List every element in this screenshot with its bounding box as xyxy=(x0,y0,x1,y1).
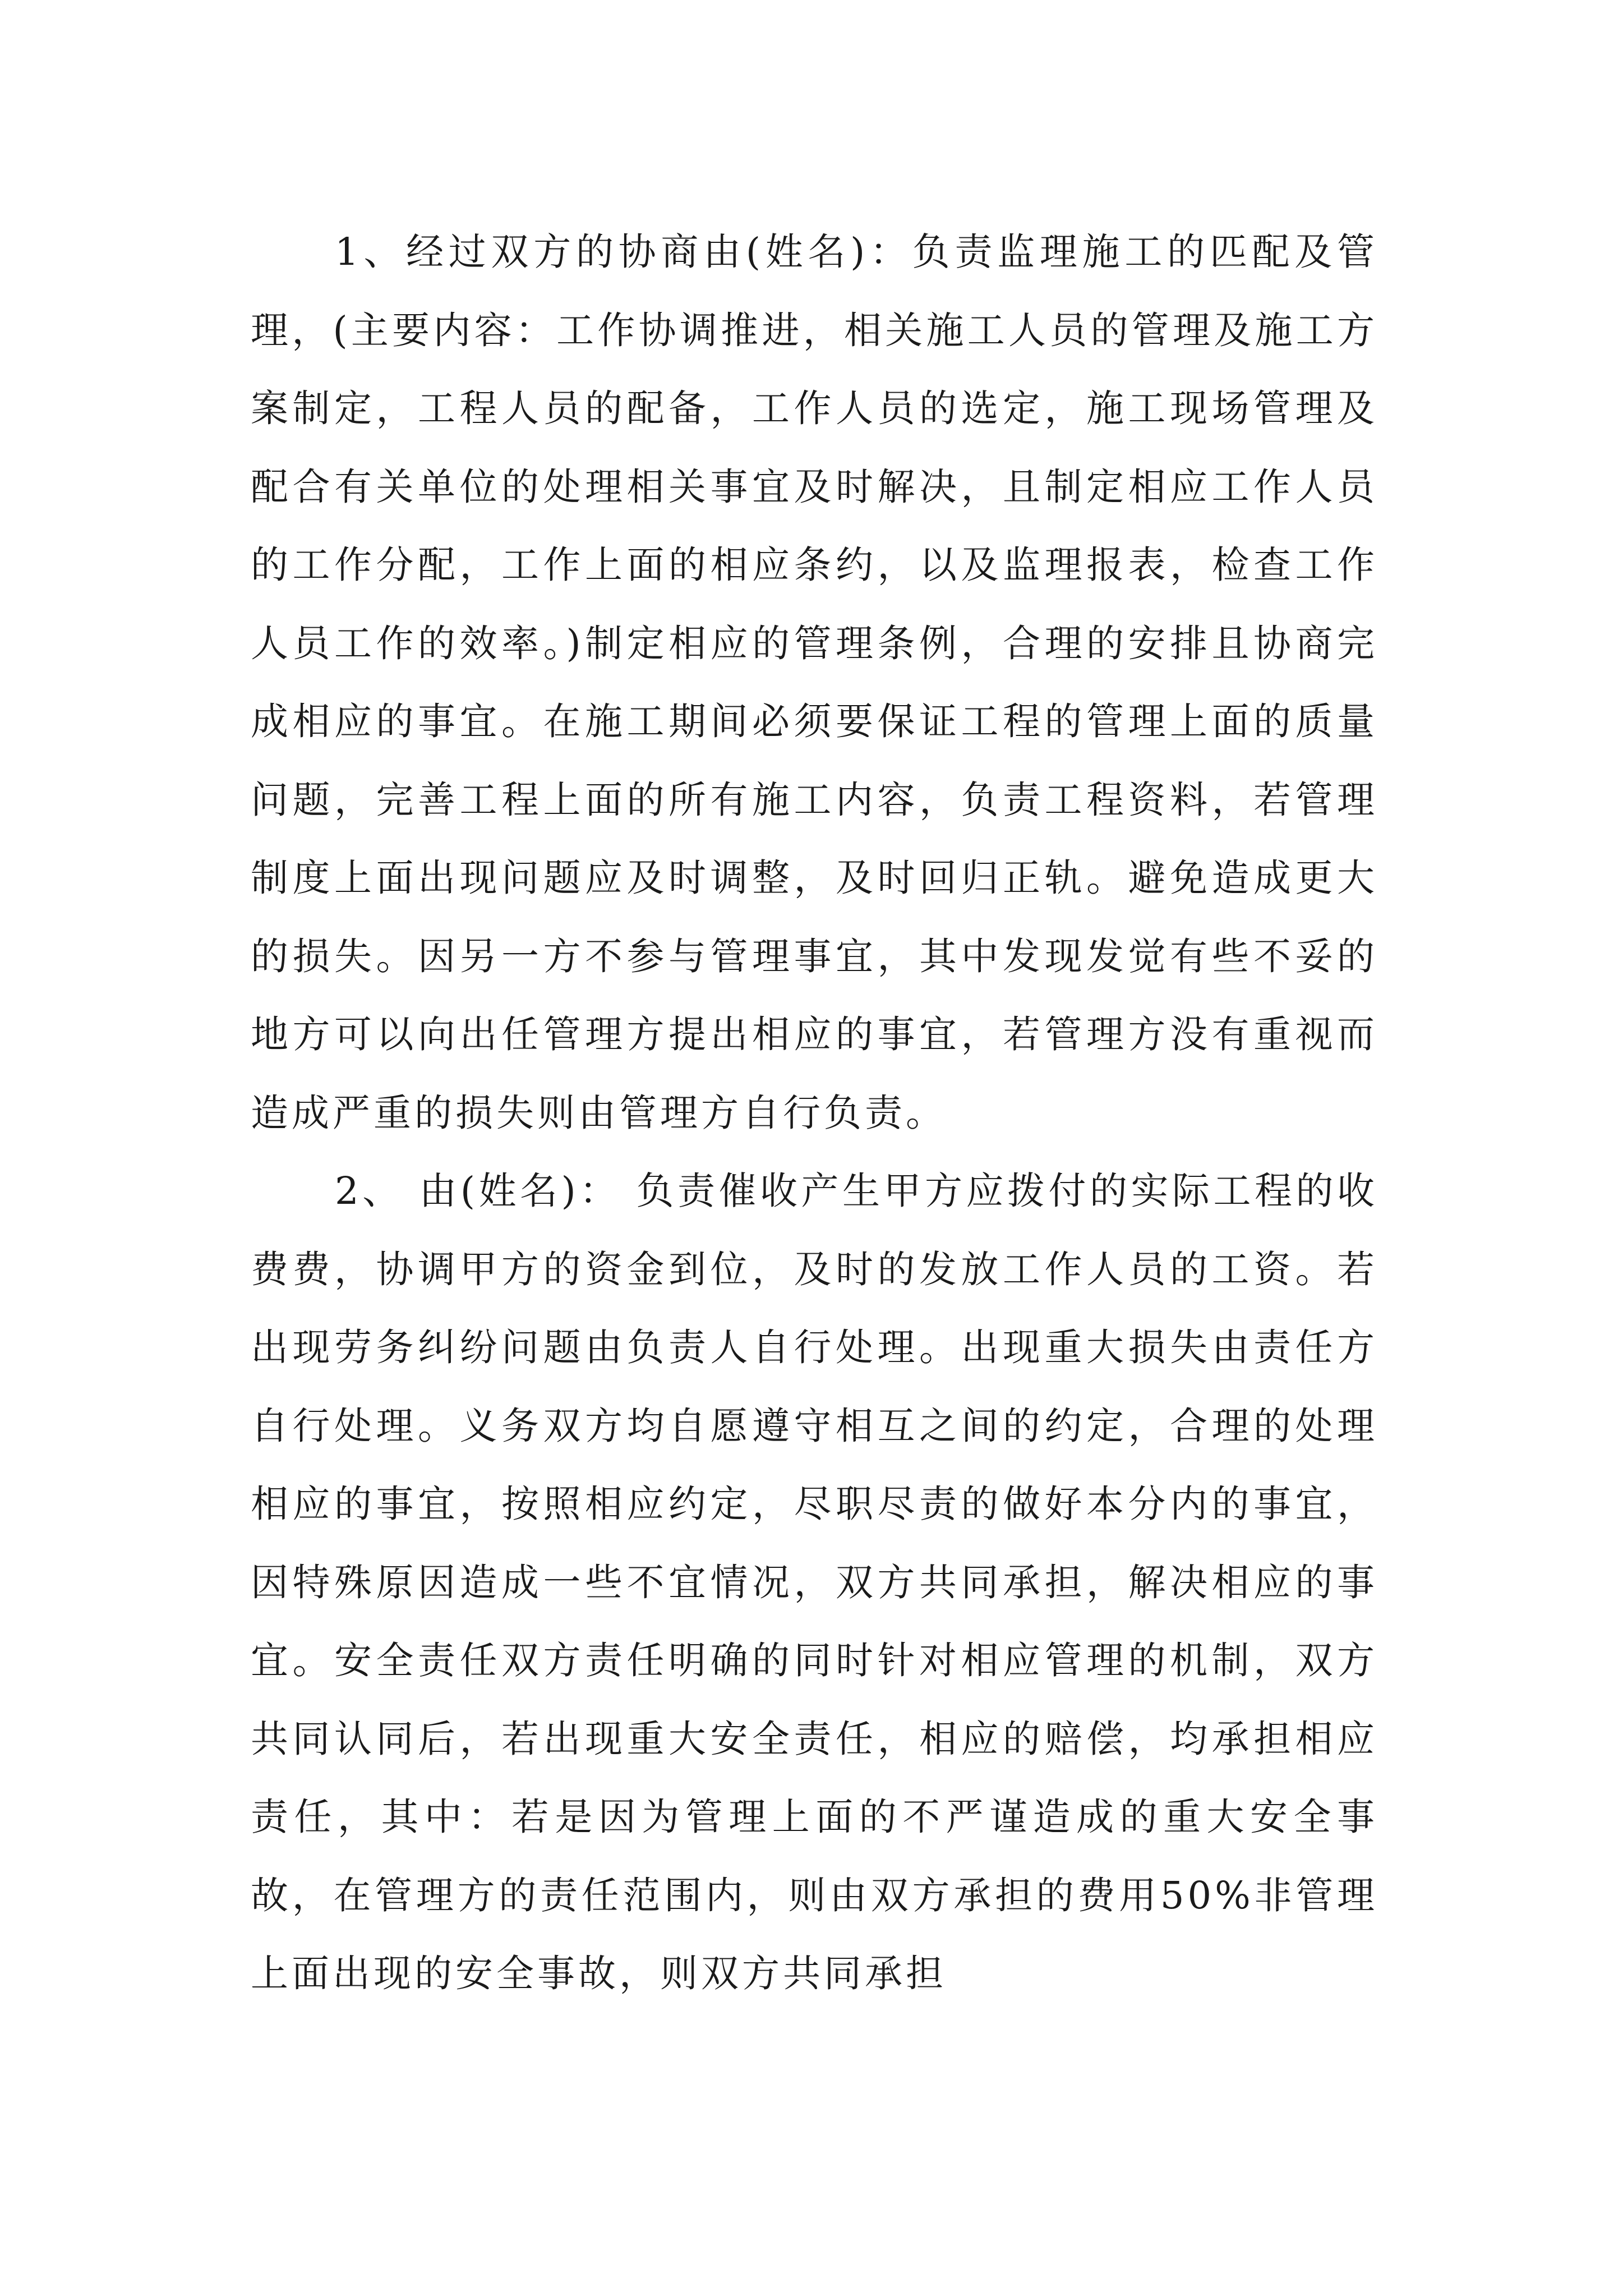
paragraph-2: 2、 由(姓名)： 负责催收产生甲方应拨付的实际工程的收费费，协调甲方的资金到位，及时的发放工作人员的工资。若出现劳务纠纷问题由负责人自行处理。出现重大损失由责任方自行处理。义务双方均自愿遵守相互之间的约定，合理的处理相应的事宜，按照相应约定，尽职尽责的做好本分内的事宜，因特殊原因造成一些不宜情况，双方共同承担，解决相应的事宜。安全责任双方责任明确的同时针对相应管理的机制，双方共同认同后，若出现重大安全责任，相应的赔偿，均承担相应责任，其中：若是因为管理上面的不严谨造成的重大安全事故，在管理方的责任范围内，则由双方承担的费用50%非管理上面出现的安全事故，则双方共同承担 xyxy=(251,1169,1378,1995)
document-body xyxy=(251,213,1378,2013)
paragraph-1: 1、经过双方的协商由(姓名)：负责监理施工的匹配及管理，(主要内容：工作协调推进，相关施工人员的管理及施工方案制定，工程人员的配备，工作人员的选定，施工现场管理及配合有关单位的处理相关事宜及时解决，且制定相应工作人员的工作分配，工作上面的相应条约，以及监理报表，检查工作人员工作的效率。)制定相应的管理条例，合理的安排且协商完成相应的事宜。在施工期间必须要保证工程的管理上面的质量问题，完善工程上面的所有施工内容，负责工程资料，若管理制度上面出现问题应及时调整，及时回归正轨。避免造成更大的损失。因另一方不参与管理事宜，其中发现发觉有些不妥的地方可以向出任管理方提出相应的事宜，若管理方没有重视而造成严重的损失则由管理方自行负责。 xyxy=(251,230,1378,1135)
